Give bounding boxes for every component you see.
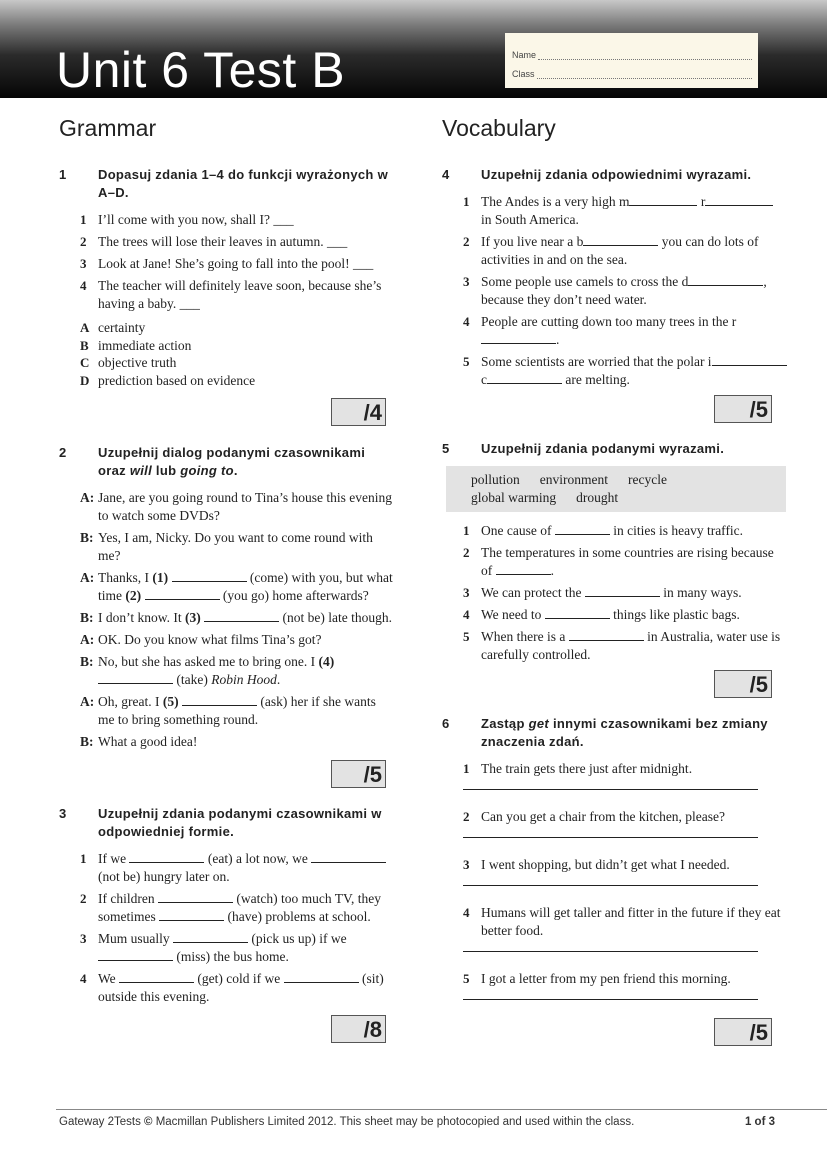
word-bank-item: environment — [539, 472, 608, 487]
answer-blank[interactable] — [119, 970, 194, 983]
answer-blank[interactable] — [182, 693, 257, 706]
page-number: 1 of 3 — [744, 1116, 775, 1128]
q3-item: 4 We (get) cold if we (sit) outside this evening. — [80, 971, 384, 1004]
q4-item: 4 People are cutting down too many trees in the r. — [463, 314, 737, 347]
question-6 — [442, 715, 787, 1046]
name-row — [512, 50, 752, 60]
q6-item: 5 I got a letter from my pen friend this morning. — [463, 971, 731, 986]
question-4-instruction: Uzupełnij zdania odpowiednimi wyrazami. — [481, 167, 752, 182]
score-box-q5[interactable]: /5 — [714, 670, 772, 698]
word-bank-item: recycle — [628, 472, 667, 487]
dialogue-line: A: Thanks, I (1) (come) with you, but what time (2) (you go) home afterwards? — [80, 570, 393, 603]
dialogue-line: B: No, but she has asked me to bring one. I (4) (take) Robin Hood. — [80, 654, 335, 687]
answer-line[interactable] — [463, 950, 758, 952]
class-label: Class — [512, 69, 535, 79]
footer-divider — [56, 1109, 827, 1110]
q1-item: 2 The trees will lose their leaves in autumn. ___ — [80, 234, 348, 249]
answer-blank[interactable] — [688, 273, 763, 286]
vocabulary-title: Vocabulary — [442, 115, 556, 141]
q1-option: C objective truth — [80, 355, 177, 370]
vocabulary-column — [442, 115, 787, 1046]
score-box-q2[interactable]: /5 — [331, 760, 386, 788]
answer-blank[interactable] — [98, 671, 173, 684]
question-3-instruction: Uzupełnij zdania podanymi czasownikami w odpowiedniej formie. — [98, 806, 382, 839]
answer-blank[interactable] — [204, 609, 279, 622]
dialogue-line: B: I don’t know. It (3) (not be) late though. — [80, 610, 392, 625]
dialogue-line: B: Yes, I am, Nicky. Do you want to come round with me? — [80, 530, 373, 563]
name-class-box — [505, 33, 758, 88]
question-6-heading: 6 Zastąp get innymi czasownikami bez zmiany znaczenia zdań. — [442, 715, 787, 751]
q5-item: 5 When there is a in Australia, water use is carefully controlled. — [463, 629, 781, 662]
dialogue-line: A: Jane, are you going round to Tina’s house this evening to watch some DVDs? — [80, 490, 392, 523]
question-4-heading: 4 Uzupełnij zdania odpowiednimi wyrazami. — [442, 167, 752, 182]
copyright-text: Gateway 2Tests © Macmillan Publishers Limited 2012. This sheet may be photocopied and used within the class. — [59, 1116, 635, 1128]
page-header — [0, 0, 827, 98]
score-box-q6[interactable]: /5 — [714, 1018, 772, 1046]
question-5-instruction: Uzupełnij zdania podanymi wyrazami. — [481, 441, 725, 456]
answer-blank[interactable] — [496, 562, 551, 575]
question-3-heading: 3 Uzupełnij zdania podanymi czasownikami w odpowiedniej formie. — [59, 805, 394, 841]
question-5-heading: 5 Uzupełnij zdania podanymi wyrazami. — [442, 441, 725, 456]
q1-option: A certainty — [80, 320, 146, 335]
question-2-instruction: Uzupełnij dialog podanymi czasownikami oraz will lub going to. — [98, 445, 366, 478]
q1-item: 4 The teacher will definitely leave soon, because she’s having a baby. ___ — [80, 278, 382, 311]
answer-blank[interactable] — [555, 522, 610, 535]
name-field[interactable] — [538, 50, 752, 60]
answer-line[interactable] — [463, 998, 758, 1000]
q1-item: 3 Look at Jane! She’s going to fall into the pool! ___ — [80, 256, 374, 271]
grammar-title: Grammar — [59, 115, 157, 141]
answer-blank[interactable] — [98, 948, 173, 961]
question-6-instruction: Zastąp get innymi czasownikami bez zmiany znaczenia zdań. — [481, 716, 768, 749]
q1-item: 1 I’ll come with you now, shall I? ___ — [80, 212, 294, 227]
q3-item: 1 If we (eat) a lot now, we (not be) hungry later on. — [80, 850, 394, 886]
grammar-column — [59, 115, 394, 1043]
answer-blank[interactable] — [159, 908, 224, 921]
q5-item: 2 The temperatures in some countries are rising because of . — [463, 545, 774, 578]
q5-item: 4 We need to things like plastic bags. — [463, 607, 740, 622]
dialogue-line: B: What a good idea! — [80, 734, 198, 749]
question-1-instruction: Dopasuj zdania 1–4 do funkcji wyrażonych w A–D. — [98, 167, 388, 200]
word-bank-item: drought — [576, 490, 619, 505]
question-5 — [442, 440, 787, 698]
question-4 — [442, 166, 787, 423]
score-box-q4[interactable]: /5 — [714, 395, 772, 423]
q6-item: 4 Humans will get taller and fitter in the future if they eat better food. — [463, 905, 781, 938]
q4-item: 5 Some scientists are worried that the polar i c are melting. — [463, 353, 787, 389]
answer-line[interactable] — [463, 884, 758, 886]
q4-item: 3 Some people use camels to cross the d , because they don’t need water. — [463, 274, 767, 307]
q5-item: 1 One cause of in cities is heavy traffic. — [463, 523, 744, 538]
word-bank — [446, 466, 786, 512]
answer-blank[interactable] — [311, 850, 386, 863]
answer-blank[interactable] — [583, 233, 658, 246]
dialogue-line: A: Oh, great. I (5) (ask) her if she wants me to bring something round. — [80, 694, 376, 727]
answer-blank[interactable] — [712, 353, 787, 366]
score-box-q1[interactable]: /4 — [331, 398, 386, 426]
answer-blank[interactable] — [173, 930, 248, 943]
answer-blank[interactable] — [629, 193, 697, 206]
question-2-heading: 2 Uzupełnij dialog podanymi czasownikami oraz will lub going to. — [59, 444, 394, 480]
q6-item: 3 I went shopping, but didn’t get what I needed. — [463, 857, 730, 872]
q6-item: 2 Can you get a chair from the kitchen, please? — [463, 809, 726, 824]
question-1-heading: 1 Dopasuj zdania 1–4 do funkcji wyrażonych w A–D. — [59, 166, 394, 202]
answer-blank[interactable] — [569, 628, 644, 641]
question-2 — [59, 444, 394, 788]
answer-line[interactable] — [463, 836, 758, 838]
score-box-q3[interactable]: /8 — [331, 1015, 386, 1043]
dialogue-line: A: OK. Do you know what films Tina’s got? — [80, 632, 322, 647]
name-label: Name — [512, 50, 537, 60]
answer-blank[interactable] — [487, 371, 562, 384]
q1-option: B immediate action — [80, 337, 192, 353]
page-footer — [59, 1116, 775, 1128]
answer-blank[interactable] — [172, 569, 247, 582]
word-bank-item: global warming — [471, 490, 557, 505]
word-bank-item: pollution — [471, 472, 520, 487]
q5-item: 3 We can protect the in many ways. — [463, 585, 742, 600]
answer-blank[interactable] — [158, 890, 233, 903]
answer-blank[interactable] — [705, 193, 773, 206]
answer-line[interactable] — [463, 788, 758, 790]
answer-blank[interactable] — [545, 606, 610, 619]
answer-blank[interactable] — [145, 587, 220, 600]
answer-blank[interactable] — [284, 970, 359, 983]
q6-item: 1 The train gets there just after midnight. — [463, 761, 693, 776]
q3-item: 3 Mum usually (pick us up) if we (miss) the bus home. — [80, 931, 347, 964]
q4-item: 1 The Andes is a very high m r in South America. — [463, 193, 787, 229]
q1-option: D prediction based on evidence — [80, 372, 256, 388]
q4-item: 2 If you live near a b you can do lots of activities in and on the sea. — [463, 234, 759, 267]
answer-blank[interactable] — [481, 331, 556, 344]
page-title: Unit 6 Test B — [56, 42, 346, 98]
question-3 — [59, 805, 394, 1043]
q3-item: 2 If children (watch) too much TV, they sometimes (have) problems at school. — [80, 891, 381, 924]
question-1 — [59, 166, 394, 426]
answer-blank[interactable] — [585, 584, 660, 597]
answer-blank[interactable] — [129, 850, 204, 863]
class-field[interactable] — [537, 69, 752, 79]
class-row — [512, 69, 752, 79]
